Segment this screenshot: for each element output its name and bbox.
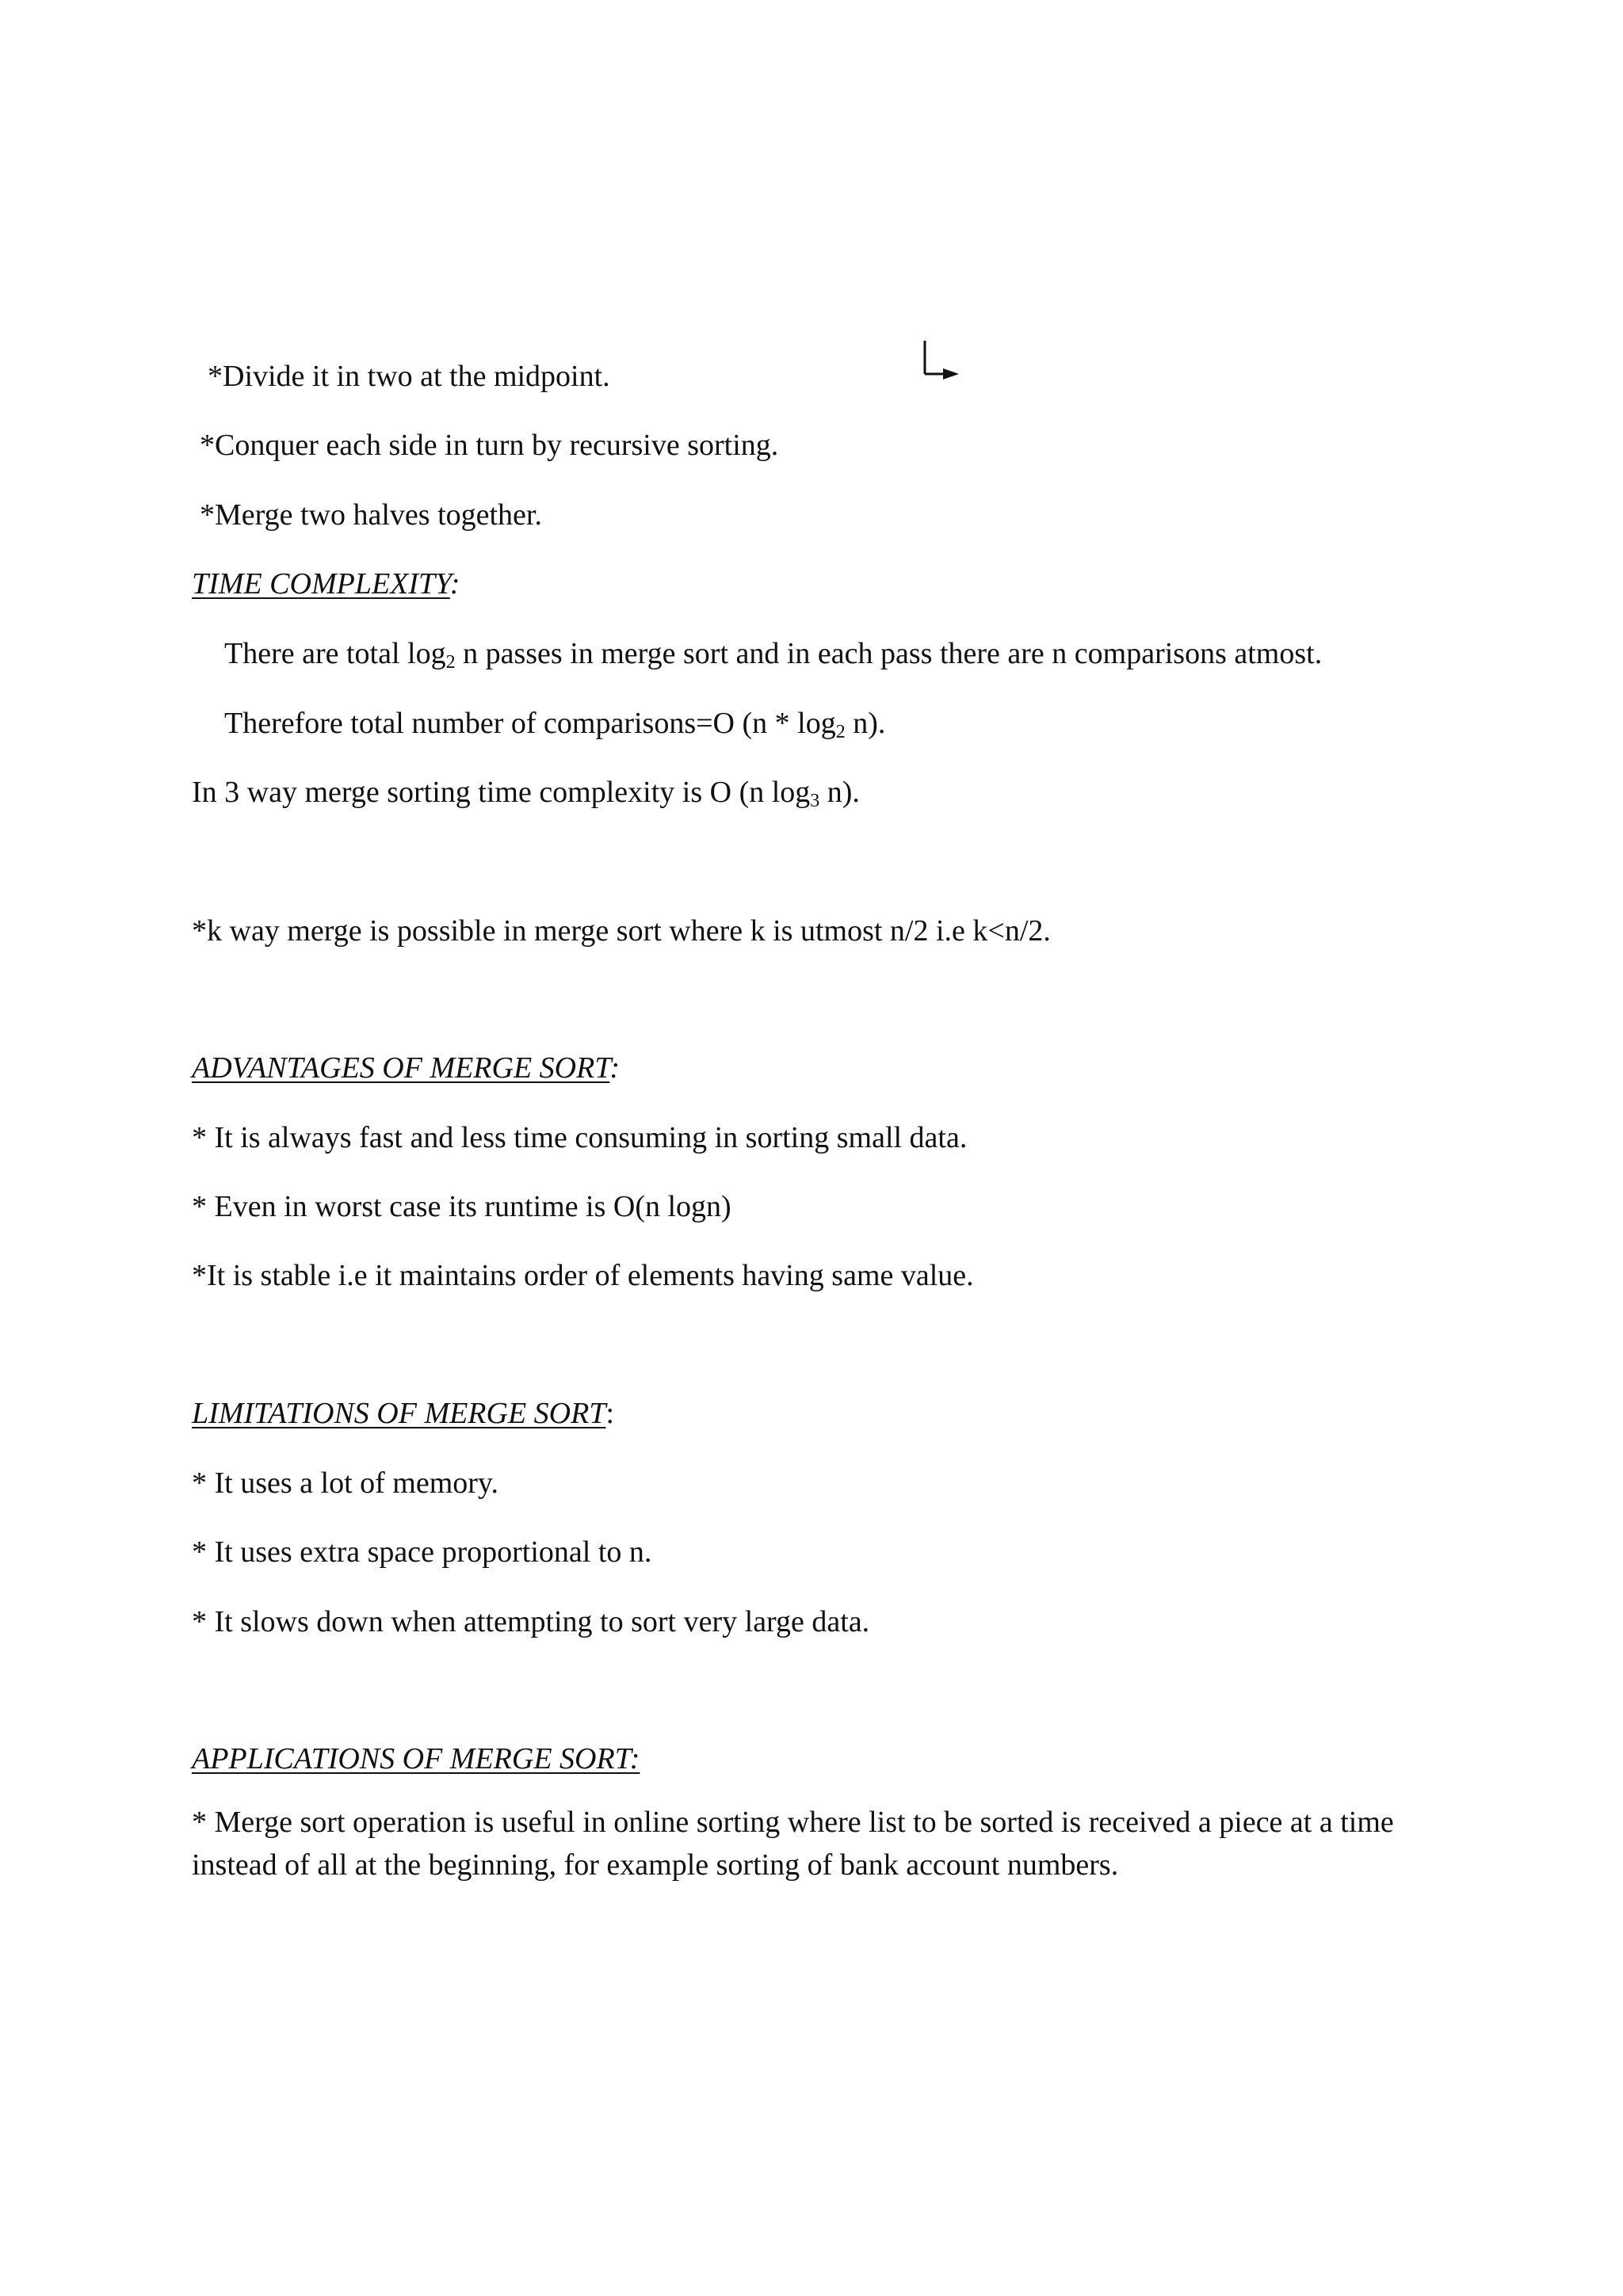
limitations-heading [192, 1398, 614, 1428]
advantage-item: *It is stable i.e it maintains order of elements having same value. [192, 1259, 974, 1292]
total-comparisons-sub: 2 [835, 722, 846, 742]
limitations-colon: : [605, 1397, 615, 1430]
three-way-part2: n). [819, 776, 860, 809]
three-way-sub: 3 [810, 791, 820, 811]
total-comparisons-part1: Therefore total number of comparisons=O (n * log [224, 707, 836, 740]
advantages-heading-text: ADVANTAGES OF MERGE SORT [192, 1051, 610, 1085]
advantages-colon: : [609, 1051, 621, 1085]
limitations-heading-text: LIMITATIONS OF MERGE SORT [192, 1397, 606, 1430]
advantages-heading [192, 1053, 620, 1083]
total-comparisons-text [224, 707, 886, 742]
time-complexity-heading-text: TIME COMPLEXITY [192, 567, 450, 601]
limitation-item: * It slows down when attempting to sort very large data. [192, 1605, 870, 1638]
three-way-part1: In 3 way merge sorting time complexity is O (n log [192, 776, 811, 809]
k-way-text: *k way merge is possible in merge sort where k is utmost n/2 i.e k<n/2. [192, 914, 1051, 948]
advantage-item: * Even in worst case its runtime is O(n logn) [192, 1190, 731, 1223]
total-comparisons-part2: n). [845, 707, 886, 740]
advantage-item: * It is always fast and less time consuming in sorting small data. [192, 1121, 968, 1154]
right-angle-arrow-icon [919, 339, 964, 387]
time-complexity-heading [192, 569, 460, 599]
step-conquer: *Conquer each side in turn by recursive sorting. [200, 429, 779, 462]
passes-text-part1: There are total log [224, 637, 446, 670]
passes-text-part2: n passes in merge sort and in each pass there are n comparisons atmost. [455, 637, 1323, 670]
step-merge: *Merge two halves together. [200, 498, 542, 532]
application-item: * Merge sort operation is useful in online sorting where list to be sorted is received a piece at a time instead of all at the beginning, for example sorting of bank account numbers. [192, 1806, 1394, 1882]
three-way-text [192, 776, 860, 811]
applications-heading: APPLICATIONS OF MERGE SORT: [192, 1742, 640, 1775]
limitation-item: * It uses a lot of memory. [192, 1466, 498, 1500]
step-divide: *Divide it in two at the midpoint. [208, 360, 610, 393]
limitation-item: * It uses extra space proportional to n. [192, 1535, 652, 1569]
passes-text [224, 637, 1323, 673]
passes-text-sub: 2 [445, 652, 456, 673]
time-complexity-colon: : [449, 567, 460, 601]
